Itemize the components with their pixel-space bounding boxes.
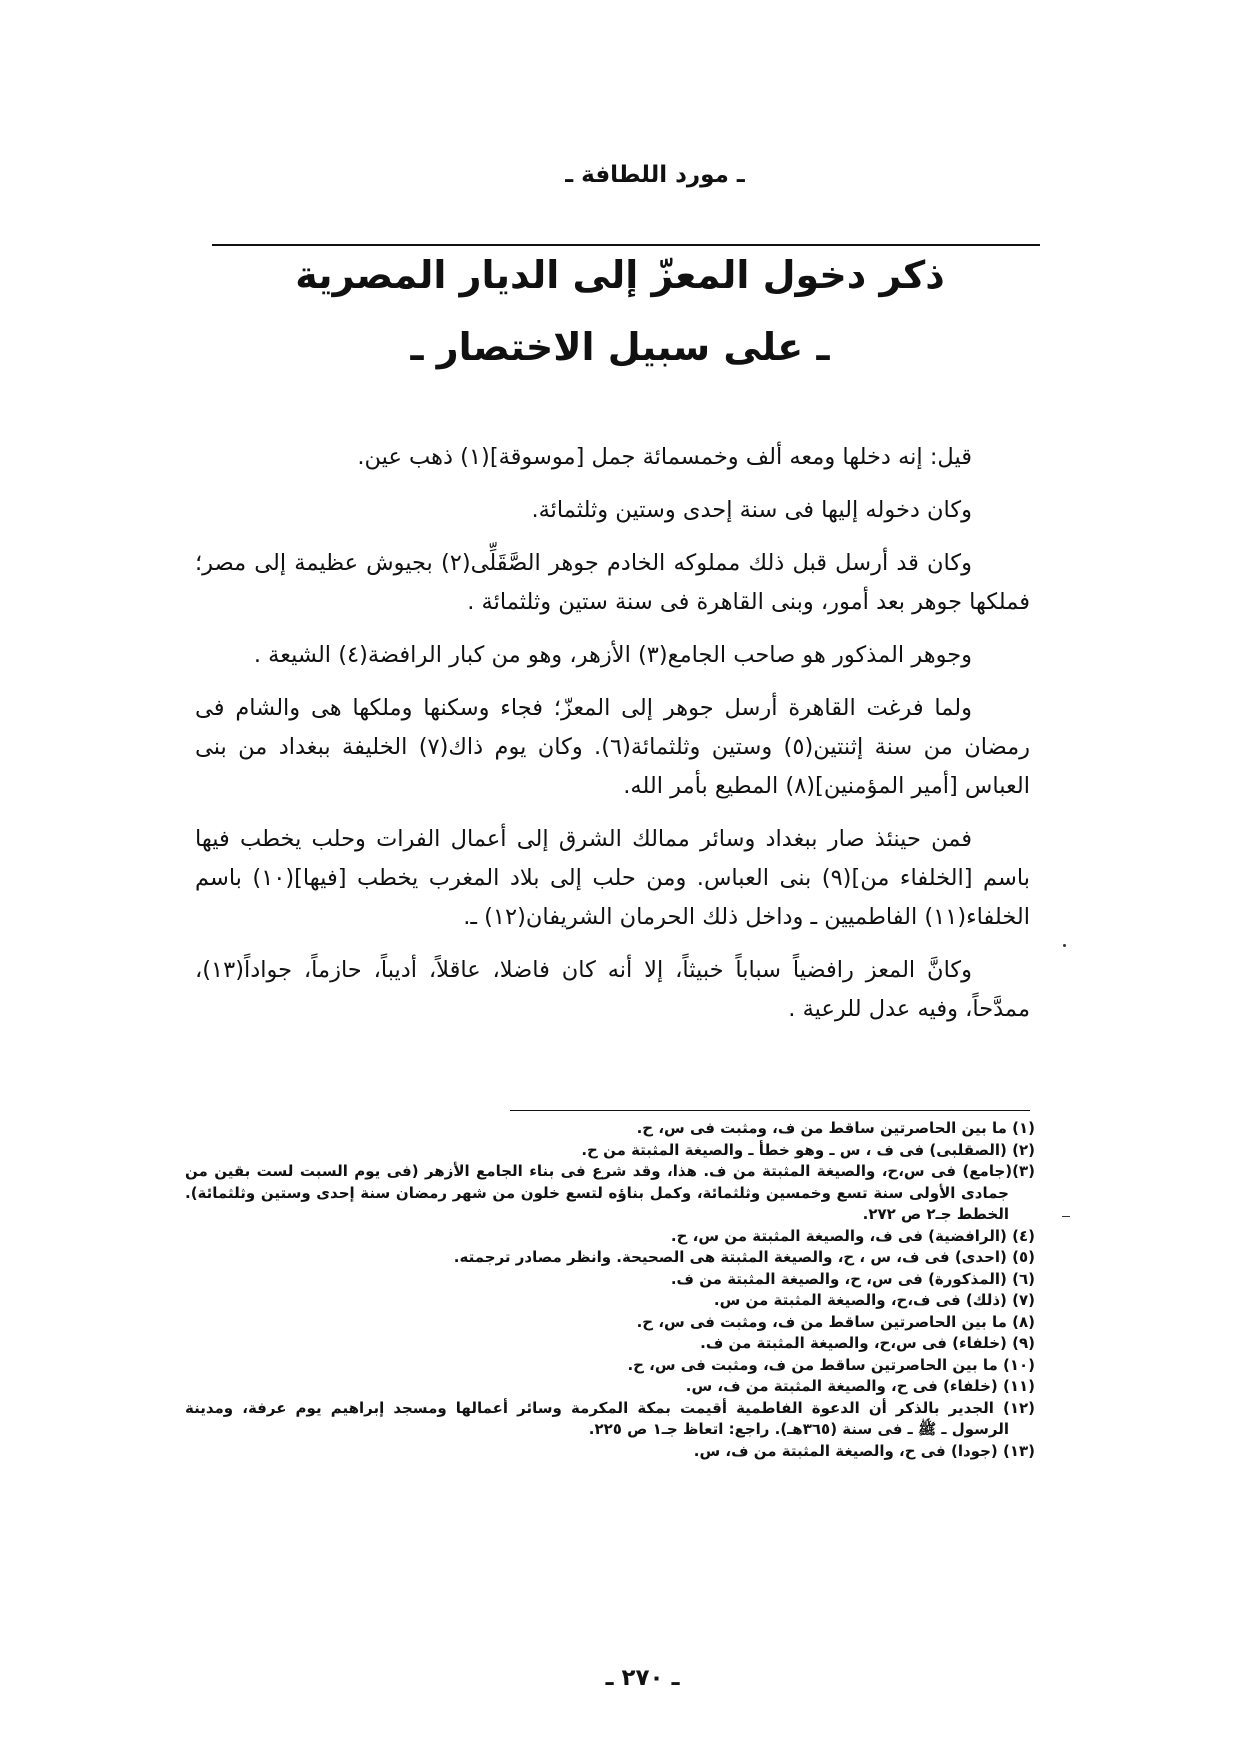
main-text <box>195 438 1030 1043</box>
footnote: (١٠) ما بين الحاصرتين ساقط من ف، ومثبت فى س، ح. <box>627 1355 1035 1374</box>
footnote: (٩) (خلفاء) فى س،ح، والصيغة المثبتة من ف. <box>700 1334 1035 1352</box>
footnote: (١) ما بين الحاصرتين ساقط من ف، ومثبت فى س، ح. <box>636 1119 1035 1137</box>
header-rule <box>212 244 1040 246</box>
footnote: (٨) ما بين الحاصرتين ساقط من ف، ومثبت فى س، ح. <box>636 1312 1035 1331</box>
footnote: (٢) (الصقلبى) فى ف ، س ـ وهو خطأ ـ والصيغة المثبتة من ح. <box>581 1140 1035 1159</box>
footnote: (٧) (ذلك) فى ف،ح، والصيغة المثبتة من س. <box>713 1291 1035 1309</box>
footnote-rule <box>510 1110 1030 1111</box>
footnote: (٤) (الرافضية) فى ف، والصيغة المثبتة من س، ح. <box>670 1226 1035 1245</box>
paragraph: وكان قد أرسل قبل ذلك مملوكه الخادم جوهر الصَّقَلِّى(٢) بجيوش عظيمة إلى مصر؛ فملكها جوهر بعد أمور، وبنى القاهرة فى سنة ستين وثلثمائة . <box>195 550 1030 615</box>
margin-mark <box>1063 944 1066 947</box>
paragraph: وكانَّ المعز رافضياً سباباً خبيثاً، إلا أنه كان فاضلا، عاقلاً، أديباً، حازماً، جواداً(١٣)، ممدَّحاً، وفيه عدل للرعية . <box>195 957 1030 1022</box>
paragraph: فمن حينئذ صار ببغداد وسائر ممالك الشرق إلى أعمال الفرات وحلب يخطب فيها باسم [الخلفاء من](٩) بنى العباس. ومن حلب إلى بلاد المغرب يخطب [فيها](١٠) باسم الخلفاء(١١) الفاطميين ـ وداخل ذلك الحرمان الشريفان(١٢) ـ. <box>195 826 1030 930</box>
footnote: (١١) (خلفاء) فى ح، والصيغة المثبتة من ف، س. <box>685 1377 1035 1395</box>
footnote: (٥) (احدى) فى ف، س ، ح، والصيغة المثبتة هى الصحيحة. وانظر مصادر ترجمته. <box>453 1248 1035 1266</box>
chapter-subtitle: ـ على سبيل الاختصار ـ <box>410 325 830 369</box>
footnote: (٣)(جامع) فى س،ح، والصيغة المثبتة من ف. هذا، وقد شرع فى بناء الجامع الأزهر (فى يوم السبت لست بقين من جمادى الأولى سنة تسع وخمسين وثلثمائة، وكمل بناؤه لتسع خلون من شهر رمضان سنة إحدى وستين وثلثمائة). الخطط جـ٢ ص ٢٧٢. <box>185 1162 1035 1223</box>
paragraph: قيل: إنه دخلها ومعه ألف وخمسمائة جمل [موسوقة](١) ذهب عين. <box>357 444 972 470</box>
page-number: ـ ٢٧٠ ـ <box>605 1665 680 1691</box>
running-header: ـ مورد اللطافة ـ <box>565 162 745 188</box>
chapter-title: ذكر دخول المعزّ إلى الديار المصرية <box>295 253 945 297</box>
footnotes <box>185 1118 1035 1462</box>
footnote: (١٣) (جودا) فى ح، والصيغة المثبتة من ف، س. <box>693 1441 1035 1460</box>
paragraph: وجوهر المذكور هو صاحب الجامع(٣) الأزهر، وهو من كبار الرافضة(٤) الشيعة . <box>253 642 972 668</box>
footnote: (١٢) الجدير بالذكر أن الدعوة الفاطمية أقيمت بمكة المكرمة وسائر أعمالها ومسجد إبراهيم يوم عرفة، ومدينة الرسول ـ ﷺ ـ فى سنة (٣٦٥هـ). راجع: اتعاظ جـ١ ص ٢٢٥. <box>185 1398 1035 1438</box>
paragraph: ولما فرغت القاهرة أرسل جوهر إلى المعزّ؛ فجاء وسكنها وملكها هى والشام فى رمضان من سنة إثنتين(٥) وستين وثلثمائة(٦). وكان يوم ذاك(٧) الخليفة ببغداد من بنى العباس [أمير المؤمنين](٨) المطيع بأمر الله. <box>195 695 1030 799</box>
margin-mark <box>1062 1216 1070 1217</box>
footnote: (٦) (المذكورة) فى س، ح، والصيغة المثبتة من ف. <box>670 1269 1035 1288</box>
paragraph: وكان دخوله إليها فى سنة إحدى وستين وثلثمائة. <box>531 497 972 523</box>
